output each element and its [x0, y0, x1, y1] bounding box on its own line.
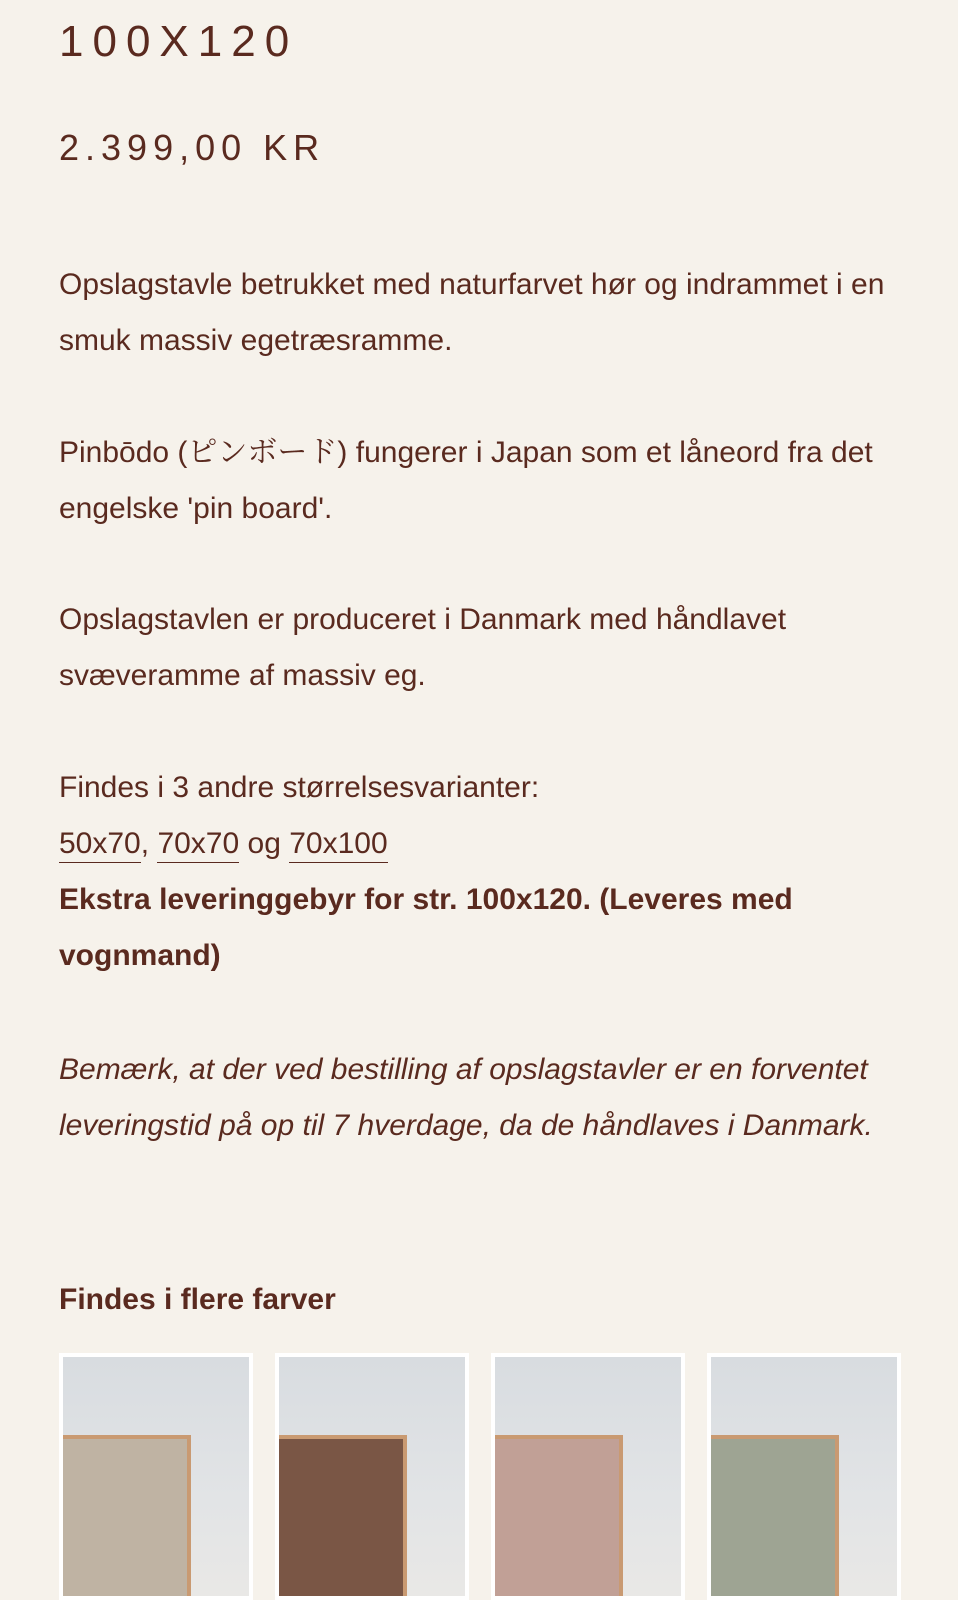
variants-intro: Findes i 3 andre størrelsesvarianter: — [59, 771, 540, 804]
color-swatch-green[interactable] — [707, 1353, 901, 1600]
oak-frame — [279, 1435, 407, 1596]
board-fabric — [63, 1439, 187, 1596]
description-paragraph-3: Opslagstavlen er produceret i Danmark med håndlavet svæveramme af massiv eg. — [59, 603, 787, 692]
oak-frame — [711, 1435, 839, 1596]
color-swatch-rose[interactable] — [491, 1353, 685, 1600]
oak-frame — [63, 1435, 191, 1596]
color-swatch-brown[interactable] — [275, 1353, 469, 1600]
color-swatch-list — [59, 1353, 901, 1600]
color-swatch-natur[interactable] — [59, 1353, 253, 1600]
product-title: 100X120 — [59, 17, 299, 66]
product-info — [59, 0, 899, 1316]
variant-separator-og: og — [247, 827, 281, 860]
description-paragraph-1: Opslagstavle betrukket med naturfarvet hør og indrammet i en smuk massiv egetræsramme. — [59, 268, 885, 357]
swatch-image — [495, 1357, 681, 1596]
variant-separator-comma: , — [140, 827, 150, 860]
board-fabric — [711, 1439, 835, 1596]
swatch-image — [711, 1357, 897, 1596]
board-fabric — [279, 1439, 403, 1596]
delivery-note: Ekstra leveringgebyr for str. 100x120. (Leveres med vognmand) — [59, 883, 793, 972]
swatch-image — [279, 1357, 465, 1596]
description-paragraph-2: Pinbōdo (ピンボード) fungerer i Japan som et låneord fra det engelske 'pin board'. — [59, 436, 873, 525]
product-price: 2.399,00 KR — [59, 127, 326, 168]
oak-frame — [495, 1435, 623, 1596]
variant-link-70x100[interactable]: 70x100 — [289, 827, 387, 863]
swatch-image — [63, 1357, 249, 1596]
board-fabric — [495, 1439, 619, 1596]
variants-block — [59, 760, 899, 984]
colors-heading: Findes i flere farver — [59, 1283, 336, 1316]
variant-link-70x70[interactable]: 70x70 — [157, 827, 239, 863]
variant-link-50x70[interactable]: 50x70 — [59, 827, 141, 863]
lead-time-note: Bemærk, at der ved bestilling af opslagstavler er en forventet leveringstid på op til 7 hverdage, da de håndlaves i Danmark. — [59, 1053, 873, 1142]
